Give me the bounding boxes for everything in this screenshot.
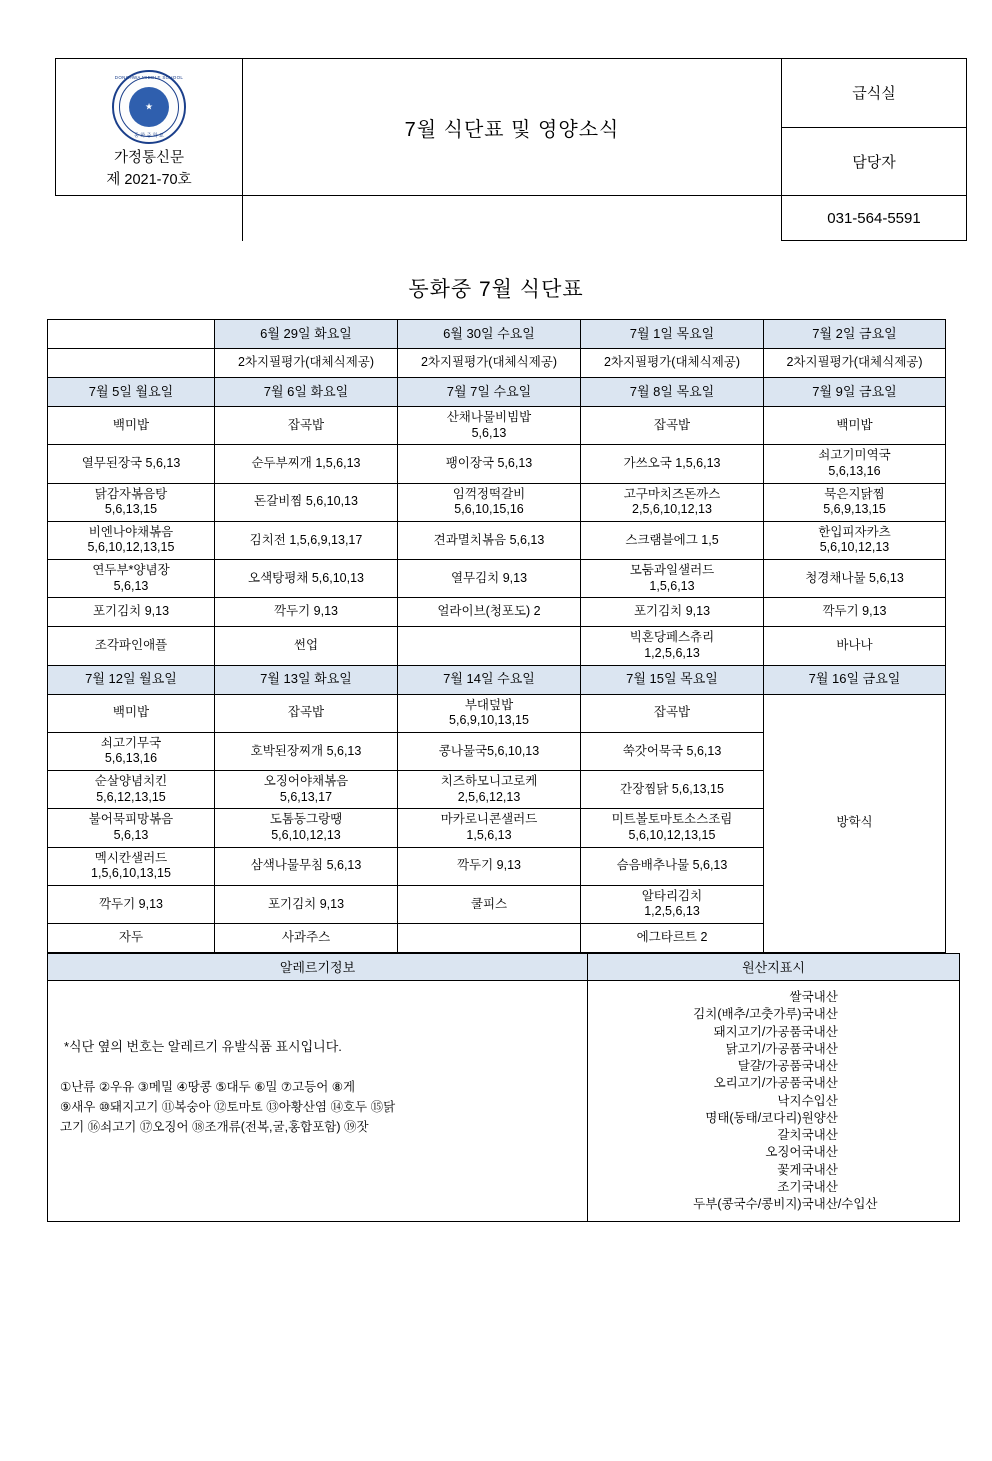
menu-item-cell: 간장찜닭 5,6,13,15 [581, 771, 764, 809]
origin-row [598, 1006, 949, 1023]
origin-item-name: 낙지 [777, 1093, 802, 1108]
origin-item-value: 국내산 [801, 1128, 838, 1142]
menu-item-row [48, 445, 946, 483]
menu-title: 동화중 7월 식단표 [408, 278, 584, 301]
day-header-cell: 7월 1일 목요일 [581, 320, 764, 349]
menu-item-cell: 연두부*양념장 5,6,13 [48, 560, 215, 598]
school-identity-cell [56, 59, 243, 196]
vacation-note-cell: 방학식 [764, 694, 946, 953]
menu-item-cell: 포기김치 9,13 [48, 598, 215, 627]
origin-row [598, 1144, 949, 1161]
menu-item-cell: 팽이장국 5,6,13 [398, 445, 581, 483]
newsletter-label: 가정통신문 [113, 149, 185, 166]
origin-row [598, 1075, 949, 1092]
menu-item-cell: 한입피자카츠 5,6,10,12,13 [764, 521, 946, 559]
menu-item-cell: 잡곡밥 [581, 407, 764, 445]
empty-cell [48, 349, 215, 378]
menu-item-cell: 가쓰오국 1,5,6,13 [581, 445, 764, 483]
day-header-cell: 7월 13일 화요일 [215, 665, 398, 694]
menu-item-cell: 묵은지닭찜 5,6,9,13,15 [764, 483, 946, 521]
origin-item-value: 국내산 [801, 1076, 838, 1091]
origin-row [598, 1196, 949, 1213]
menu-item-cell [398, 924, 581, 953]
menu-item-cell: 바나나 [764, 627, 946, 665]
origin-item-name: 명태(동태/코다리) [705, 1110, 802, 1125]
menu-item-cell: 조각파인애플 [48, 627, 215, 665]
allergy-list-line-1: ①난류 ②우유 ③메밀 ④땅콩 ⑤대두 ⑥밀 ⑦고등어 ⑧게 [60, 1080, 356, 1095]
logo-top-text: DONGHWA MIDDLE SCHOOL [114, 74, 184, 80]
origin-item-name: 쌀 [789, 990, 802, 1004]
menu-item-cell: 썬업 [215, 627, 398, 665]
exam-note-cell: 2차지필평가(대체식제공) [398, 349, 581, 378]
spacer-mid [243, 196, 782, 241]
menu-item-cell: 순살양념치킨 5,6,12,13,15 [48, 771, 215, 809]
origin-item-name: 오리고기/가공품 [713, 1076, 802, 1091]
manager-label: 담당자 [782, 127, 967, 196]
allergy-note: *식단 옆의 번호는 알레르기 유발식품 표시입니다. [64, 1039, 342, 1054]
origin-row [598, 1127, 949, 1144]
origin-row [598, 1041, 949, 1058]
menu-item-row [48, 694, 946, 732]
menu-item-cell: 치즈하모니고로케 2,5,6,12,13 [398, 771, 581, 809]
menu-item-cell: 미트볼토마토소스조림 5,6,10,12,13,15 [581, 809, 764, 847]
origin-row [598, 1110, 949, 1127]
document-number: 제 2021-70호 [106, 171, 192, 188]
menu-item-cell: 오색탕평채 5,6,10,13 [215, 560, 398, 598]
menu-item-cell: 에그타르트 2 [581, 924, 764, 953]
menu-item-cell: 사과주스 [215, 924, 398, 953]
menu-day-header-row [48, 378, 946, 407]
menu-item-cell: 견과멸치볶음 5,6,13 [398, 521, 581, 559]
menu-item-cell: 빅혼당페스츄리 1,2,5,6,13 [581, 627, 764, 665]
allergy-info-cell [48, 981, 588, 1222]
menu-item-cell: 김치전 1,5,6,9,13,17 [215, 521, 398, 559]
exam-note-cell: 2차지필평가(대체식제공) [215, 349, 398, 378]
menu-body [48, 320, 946, 953]
origin-item-value: 원양산 [801, 1110, 838, 1125]
origin-item-value: 국내산 [801, 1041, 838, 1056]
bottom-block [47, 953, 945, 1222]
school-logo-icon [112, 70, 186, 144]
day-header-cell: 7월 15일 목요일 [581, 665, 764, 694]
day-header-cell: 6월 29일 화요일 [215, 320, 398, 349]
menu-item-cell: 포기김치 9,13 [215, 885, 398, 923]
logo-bottom-text: 동 화 중 학 교 [134, 132, 164, 139]
menu-item-cell: 잡곡밥 [215, 694, 398, 732]
origin-item-value: 국내산 [801, 1179, 838, 1194]
menu-item-cell: 고구마치즈돈까스 2,5,6,10,12,13 [581, 483, 764, 521]
day-header-cell: 7월 16일 금요일 [764, 665, 946, 694]
origin-item-value: 국내산 [801, 1145, 838, 1160]
origin-item-name: 오징어 [765, 1145, 802, 1160]
day-header-cell: 7월 5일 월요일 [48, 378, 215, 407]
origin-row [598, 1024, 949, 1041]
contact-phone: 031-564-5591 [782, 196, 967, 241]
menu-item-cell: 잡곡밥 [581, 694, 764, 732]
empty-header-cell [48, 320, 215, 349]
menu-item-cell: 백미밥 [48, 407, 215, 445]
department-label: 급식실 [782, 59, 967, 128]
day-header-cell: 7월 8일 목요일 [581, 378, 764, 407]
origin-heading: 원산지표시 [588, 954, 960, 981]
origin-item-name: 김치(배추/고춧가루) [693, 1007, 802, 1022]
day-header-cell: 7월 6일 화요일 [215, 378, 398, 407]
origin-item-name: 달걀/가공품 [737, 1059, 802, 1073]
menu-item-cell: 포기김치 9,13 [581, 598, 764, 627]
origin-item-name: 돼지고기/가공품 [713, 1024, 802, 1039]
menu-item-cell: 모둠과일샐러드 1,5,6,13 [581, 560, 764, 598]
menu-item-cell: 쇠고기무국 5,6,13,16 [48, 732, 215, 770]
page-title: 7월 식단표 및 영양소식 [243, 59, 782, 196]
exam-note-row [48, 349, 946, 378]
menu-item-cell: 임꺽정떡갈비 5,6,10,15,16 [398, 483, 581, 521]
menu-item-cell: 백미밥 [48, 694, 215, 732]
menu-item-cell: 깍두기 9,13 [398, 847, 581, 885]
day-header-cell: 7월 14일 수요일 [398, 665, 581, 694]
menu-item-cell: 자두 [48, 924, 215, 953]
spacer-left [56, 196, 243, 241]
menu-item-cell: 콩나물국5,6,10,13 [398, 732, 581, 770]
origin-item-value: 국내산 [801, 1024, 838, 1039]
menu-item-cell: 비엔나야채볶음 5,6,10,12,13,15 [48, 521, 215, 559]
origin-item-value: 수입산 [801, 1093, 838, 1108]
exam-note-cell: 2차지필평가(대체식제공) [581, 349, 764, 378]
menu-item-cell: 쇠고기미역국 5,6,13,16 [764, 445, 946, 483]
origin-body [598, 989, 949, 1213]
menu-item-cell: 마카로니콘샐러드 1,5,6,13 [398, 809, 581, 847]
day-header-cell: 7월 2일 금요일 [764, 320, 946, 349]
menu-item-cell: 쑥갓어묵국 5,6,13 [581, 732, 764, 770]
origin-row [598, 1093, 949, 1110]
origin-item-value: 국내산 [801, 1007, 838, 1022]
menu-item-cell: 얼라이브(청포도) 2 [398, 598, 581, 627]
menu-item-cell [398, 627, 581, 665]
origin-item-value: 국내산 [801, 1162, 838, 1177]
origin-item-name: 두부(콩국수/콩비지) [693, 1197, 802, 1211]
allergy-heading: 알레르기정보 [48, 954, 588, 981]
day-header-cell: 7월 12일 월요일 [48, 665, 215, 694]
origin-item-value: 국내산 [801, 1059, 838, 1073]
origin-item-name: 닭고기/가공품 [725, 1041, 802, 1056]
menu-item-cell: 부대덮밥 5,6,9,10,13,15 [398, 694, 581, 732]
origin-row [598, 1179, 949, 1196]
menu-item-cell: 깍두기 9,13 [48, 885, 215, 923]
menu-item-cell: 돈갈비찜 5,6,10,13 [215, 483, 398, 521]
menu-item-cell: 알타리김치 1,2,5,6,13 [581, 885, 764, 923]
menu-item-cell: 깍두기 9,13 [764, 598, 946, 627]
menu-item-cell: 스크램블에그 1,5 [581, 521, 764, 559]
header-table [55, 58, 967, 241]
menu-day-header-row [48, 665, 946, 694]
origin-item-name: 조기 [777, 1179, 802, 1194]
menu-item-cell: 멕시칸샐러드 1,5,6,10,13,15 [48, 847, 215, 885]
menu-item-cell: 쿨피스 [398, 885, 581, 923]
origin-item-value: 국내산/수입산 [801, 1197, 878, 1211]
menu-item-cell: 불어묵피망볶음 5,6,13 [48, 809, 215, 847]
menu-item-cell: 열무된장국 5,6,13 [48, 445, 215, 483]
menu-item-row [48, 483, 946, 521]
origin-item-name: 갈치 [777, 1128, 802, 1142]
menu-item-cell: 순두부찌개 1,5,6,13 [215, 445, 398, 483]
menu-item-cell: 호박된장찌개 5,6,13 [215, 732, 398, 770]
day-header-cell: 6월 30일 수요일 [398, 320, 581, 349]
allergy-list-line-2: ⑨새우 ⑩돼지고기 ⑪복숭아 ⑫토마토 ⑬아황산염 ⑭호두 ⑮닭 [60, 1100, 396, 1115]
menu-item-cell: 삼색나물무침 5,6,13 [215, 847, 398, 885]
menu-item-row [48, 521, 946, 559]
header-block [55, 58, 937, 241]
origin-item-name: 꽃게 [777, 1162, 802, 1177]
allergy-list-line-3: 고기 ⑯쇠고기 ⑰오징어 ⑱조개류(전복,굴,홍합포함) ⑲잣 [60, 1120, 369, 1135]
origin-table [598, 989, 949, 1213]
origin-row [598, 1162, 949, 1179]
origin-info-cell [588, 981, 960, 1222]
menu-item-cell: 슴음배추나물 5,6,13 [581, 847, 764, 885]
menu-item-cell: 청경채나물 5,6,13 [764, 560, 946, 598]
menu-item-cell: 깍두기 9,13 [215, 598, 398, 627]
info-table [47, 953, 960, 1222]
menu-item-row [48, 598, 946, 627]
menu-day-header-row [48, 320, 946, 349]
menu-item-row [48, 407, 946, 445]
menu-item-cell: 잡곡밥 [215, 407, 398, 445]
menu-block [47, 319, 945, 953]
menu-item-cell: 오징어야채볶음 5,6,13,17 [215, 771, 398, 809]
menu-item-row [48, 560, 946, 598]
menu-item-cell: 열무김치 9,13 [398, 560, 581, 598]
menu-item-row [48, 627, 946, 665]
menu-item-cell: 도톰동그랑땡 5,6,10,12,13 [215, 809, 398, 847]
origin-row [598, 1058, 949, 1075]
origin-item-value: 국내산 [801, 990, 838, 1004]
origin-row [598, 989, 949, 1006]
menu-table [47, 319, 946, 953]
menu-item-cell: 산채나물비빔밥 5,6,13 [398, 407, 581, 445]
menu-item-cell: 닭감자볶음탕 5,6,13,15 [48, 483, 215, 521]
logo-star-icon: ★ [144, 101, 154, 111]
exam-note-cell: 2차지필평가(대체식제공) [764, 349, 946, 378]
page [0, 58, 992, 1461]
day-header-cell: 7월 9일 금요일 [764, 378, 946, 407]
menu-item-cell: 백미밥 [764, 407, 946, 445]
day-header-cell: 7월 7일 수요일 [398, 378, 581, 407]
